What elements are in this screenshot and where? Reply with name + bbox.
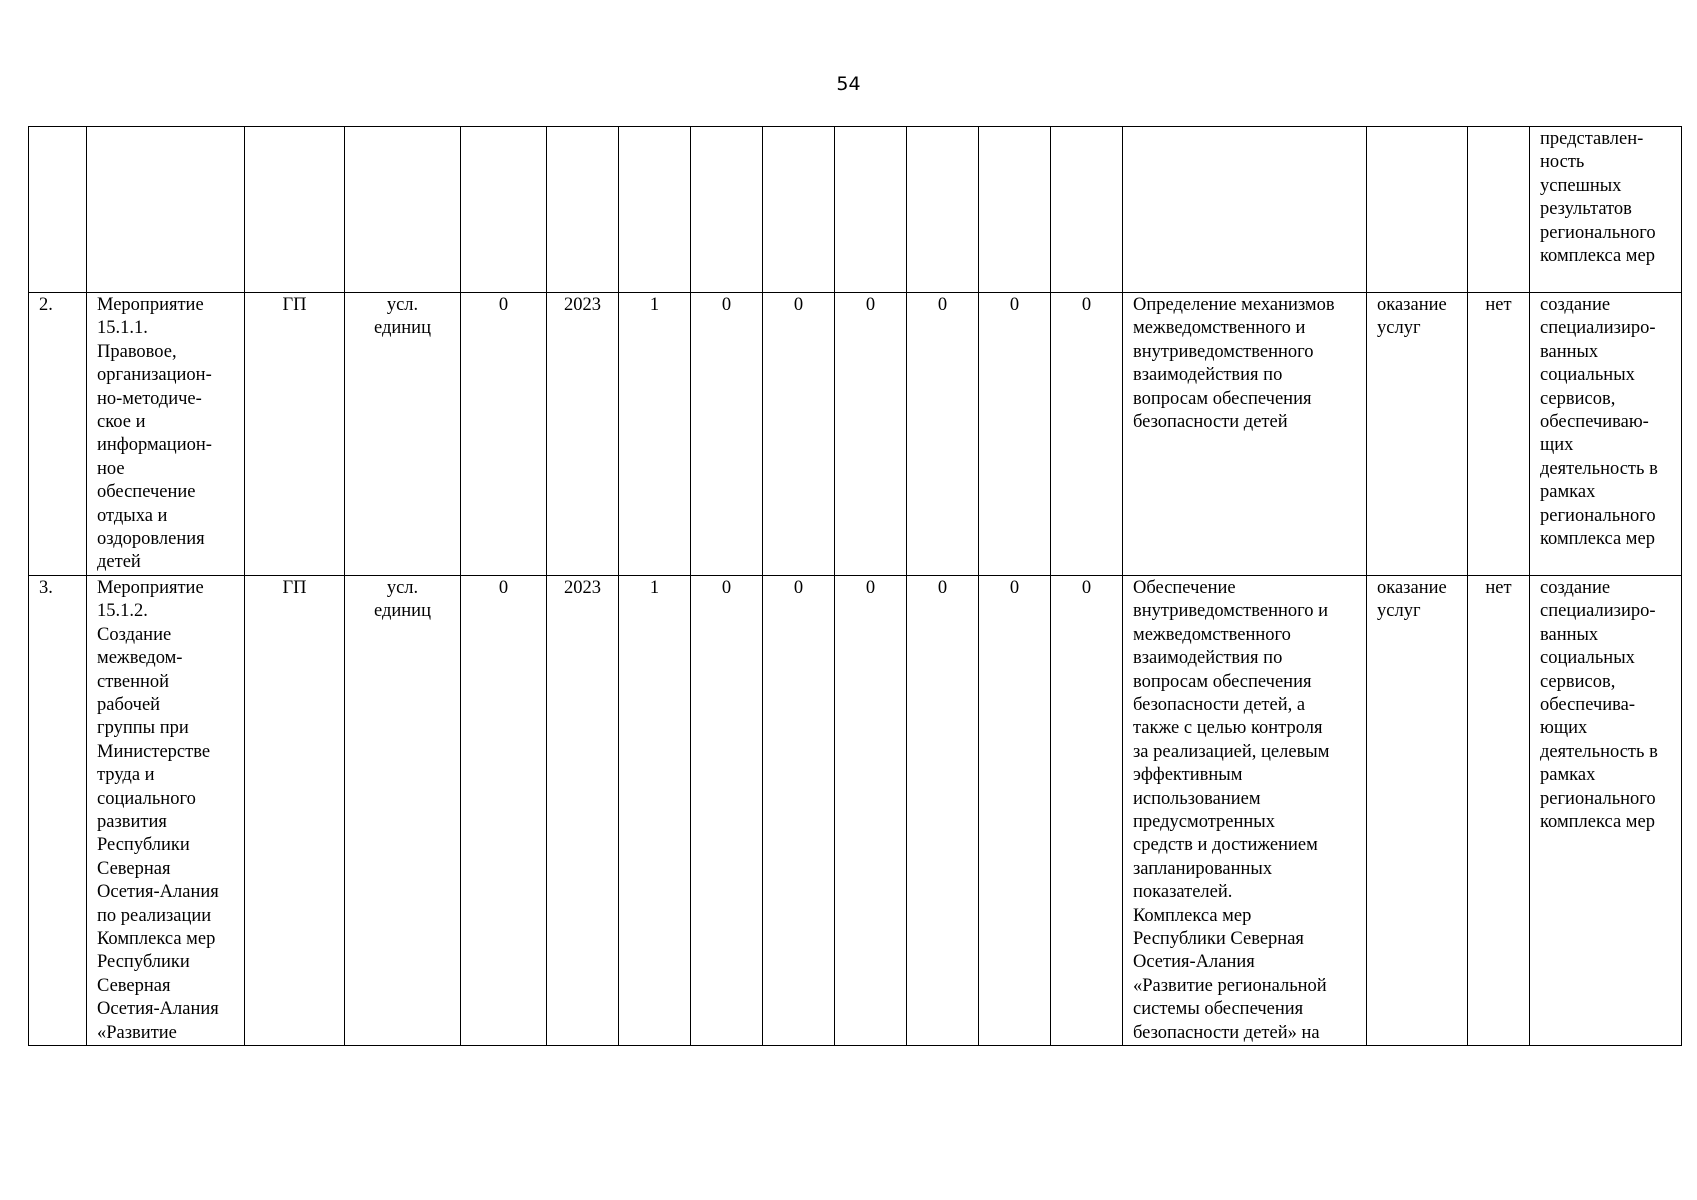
cell-empty [547, 127, 619, 293]
cell-empty [1468, 127, 1530, 293]
table-row-continuation [29, 127, 1682, 293]
cell-value: 0 [691, 575, 763, 1045]
cell-value: 0 [763, 575, 835, 1045]
cell-flag: нет [1468, 293, 1530, 576]
table-row [29, 575, 1682, 1045]
cell-base-value: 0 [461, 293, 547, 576]
cell-unit: усл. единиц [345, 575, 461, 1045]
cell-responsible: ГП [245, 293, 345, 576]
cell-empty [461, 127, 547, 293]
cell-value: 0 [1051, 575, 1123, 1045]
cell-value: 1 [619, 293, 691, 576]
cell-empty [691, 127, 763, 293]
cell-description: Обеспечение внутриведомственного и межведомственного взаимодействия по вопросам обеспечения безопасности детей, а также с целью контроля за реализацией, целевым эффективным использованием предусмотренных средств и достижением запланированных показателей. Комплекса мер Республики Северная Осетия-Алания «Развитие региональной системы обеспечения безопасности детей» на [1123, 575, 1367, 1045]
cell-empty [619, 127, 691, 293]
cell-responsible: ГП [245, 575, 345, 1045]
cell-result: создание специализиро- ванных социальных сервисов, обеспечива- ющих деятельность в рамках регионального комплекса мер [1530, 575, 1682, 1045]
cell-value: 0 [835, 293, 907, 576]
cell-empty [1123, 127, 1367, 293]
cell-empty [1367, 127, 1468, 293]
cell-value: 0 [1051, 293, 1123, 576]
cell-empty [1051, 127, 1123, 293]
cell-empty [979, 127, 1051, 293]
cell-measure-name: Мероприятие 15.1.2. Создание межведом- ственной рабочей группы при Министерстве труда и социального развития Республики Северная Осетия-Алания по реализации Комплекса мер Республики Северная Осетия-Алания «Развитие [87, 575, 245, 1045]
cell-year: 2023 [547, 575, 619, 1045]
cell-value: 0 [979, 575, 1051, 1045]
measures-table [28, 126, 1682, 1046]
cell-type: оказание услуг [1367, 575, 1468, 1045]
cell-empty [907, 127, 979, 293]
cell-value: 1 [619, 575, 691, 1045]
cell-empty [835, 127, 907, 293]
cell-year: 2023 [547, 293, 619, 576]
table-row [29, 293, 1682, 576]
cell-flag: нет [1468, 575, 1530, 1045]
cell-empty [763, 127, 835, 293]
cell-unit: усл. единиц [345, 293, 461, 576]
cell-value: 0 [835, 575, 907, 1045]
cell-type: оказание услуг [1367, 293, 1468, 576]
cell-number: 2. [29, 293, 87, 576]
cell-value: 0 [907, 293, 979, 576]
cell-value: 0 [979, 293, 1051, 576]
cell-empty [29, 127, 87, 293]
cell-result: представлен- ность успешных результатов регионального комплекса мер [1530, 127, 1682, 293]
cell-empty [245, 127, 345, 293]
cell-value: 0 [691, 293, 763, 576]
cell-empty [87, 127, 245, 293]
cell-value: 0 [763, 293, 835, 576]
cell-base-value: 0 [461, 575, 547, 1045]
cell-result: создание специализиро- ванных социальных сервисов, обеспечиваю- щих деятельность в рамках регионального комплекса мер [1530, 293, 1682, 576]
cell-measure-name: Мероприятие 15.1.1. Правовое, организацион- но-методиче- ское и информацион- ное обеспечение отдыха и оздоровления детей [87, 293, 245, 576]
cell-description: Определение механизмов межведомственного и внутриведомственного взаимодействия по вопросам обеспечения безопасности детей [1123, 293, 1367, 576]
page-number: 54 [836, 73, 861, 95]
cell-number: 3. [29, 575, 87, 1045]
cell-empty [345, 127, 461, 293]
cell-value: 0 [907, 575, 979, 1045]
